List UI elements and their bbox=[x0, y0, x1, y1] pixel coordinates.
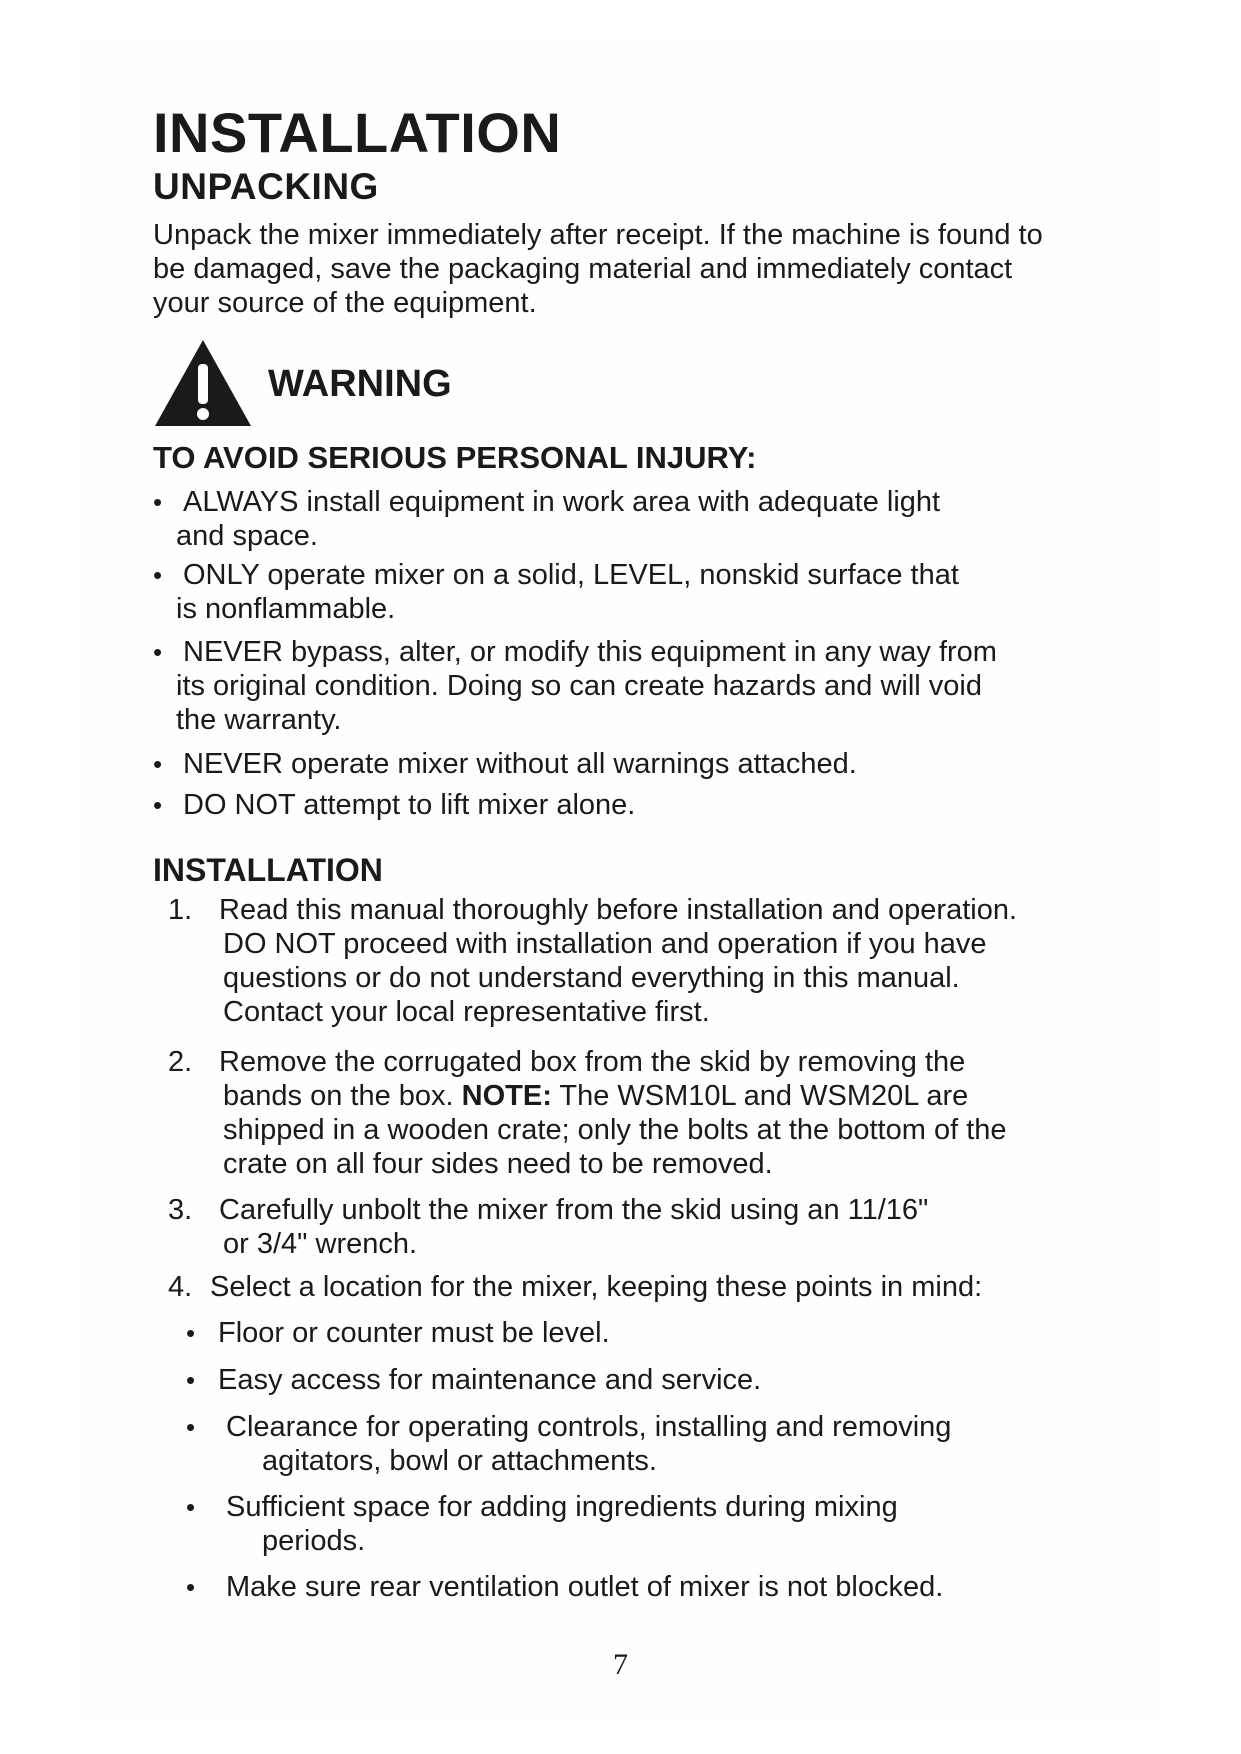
text-line: or 3/4" wrench. bbox=[223, 1228, 418, 1260]
warning-label: WARNING bbox=[268, 363, 452, 405]
text-line: and space. bbox=[176, 520, 318, 552]
step-number: 3. bbox=[168, 1194, 193, 1226]
text-segment: bands on the box. bbox=[223, 1080, 462, 1112]
text-line: NEVER bypass, alter, or modify this equipment in any way from bbox=[183, 636, 997, 668]
page-title: INSTALLATION bbox=[153, 101, 562, 164]
bullet-dot: • bbox=[186, 1492, 196, 1522]
text-line: DO NOT attempt to lift mixer alone. bbox=[183, 789, 636, 821]
text-line: shipped in a wooden crate; only the bolts at the bottom of the bbox=[223, 1114, 1007, 1146]
text-line: Floor or counter must be level. bbox=[218, 1317, 610, 1349]
note-label: NOTE: bbox=[461, 1080, 552, 1112]
text-line: NEVER operate mixer without all warnings attached. bbox=[183, 748, 857, 780]
bullet-dot: • bbox=[153, 749, 163, 779]
text-line: Sufficient space for adding ingredients during mixing bbox=[226, 1491, 898, 1523]
text-line: the warranty. bbox=[176, 704, 342, 736]
text-line: Easy access for maintenance and service. bbox=[218, 1364, 762, 1396]
text-segment: The WSM10L and WSM20L are bbox=[551, 1080, 969, 1112]
text-line: ALWAYS install equipment in work area with adequate light bbox=[183, 486, 941, 518]
text-line: is nonflammable. bbox=[176, 593, 396, 625]
bullet-dot: • bbox=[153, 560, 163, 590]
text-line: Clearance for operating controls, installing and removing bbox=[226, 1411, 952, 1443]
step-number: 2. bbox=[168, 1046, 193, 1078]
bullet-dot: • bbox=[186, 1365, 196, 1395]
bullet-dot: • bbox=[153, 637, 163, 667]
page-number: 7 bbox=[613, 1648, 628, 1681]
text-line: ONLY operate mixer on a solid, LEVEL, nonskid surface that bbox=[183, 559, 959, 591]
text-line: your source of the equipment. bbox=[153, 287, 537, 319]
text-line: Select a location for the mixer, keeping these points in mind: bbox=[210, 1271, 983, 1303]
text-line: its original condition. Doing so can create hazards and will void bbox=[176, 670, 982, 702]
bullet-dot: • bbox=[153, 790, 163, 820]
text-line: Remove the corrugated box from the skid by removing the bbox=[219, 1046, 966, 1078]
warning-subheading: TO AVOID SERIOUS PERSONAL INJURY: bbox=[153, 440, 757, 475]
text-line: Unpack the mixer immediately after receipt. If the machine is found to bbox=[153, 219, 1043, 251]
unpacking-paragraph bbox=[153, 218, 1043, 320]
text-line: agitators, bowl or attachments. bbox=[262, 1445, 657, 1477]
warning-triangle-icon bbox=[153, 338, 253, 428]
step-number: 1. bbox=[168, 894, 193, 926]
text-line bbox=[223, 1079, 968, 1113]
text-line: DO NOT proceed with installation and operation if you have bbox=[223, 928, 987, 960]
text-line: periods. bbox=[262, 1525, 366, 1557]
unpacking-heading: UNPACKING bbox=[153, 166, 379, 207]
text-line: questions or do not understand everything in this manual. bbox=[223, 962, 960, 994]
text-line: Contact your local representative first. bbox=[223, 996, 710, 1028]
text-line: crate on all four sides need to be removed. bbox=[223, 1148, 773, 1180]
bullet-dot: • bbox=[153, 487, 163, 517]
bullet-dot: • bbox=[186, 1412, 196, 1442]
text-line: Make sure rear ventilation outlet of mixer is not blocked. bbox=[226, 1571, 944, 1603]
text-line: be damaged, save the packaging material and immediately contact bbox=[153, 253, 1013, 285]
text-line: Carefully unbolt the mixer from the skid using an 11/16" bbox=[219, 1194, 929, 1226]
bullet-dot: • bbox=[186, 1572, 196, 1602]
text-line: Read this manual thoroughly before installation and operation. bbox=[219, 894, 1018, 926]
installation-heading: INSTALLATION bbox=[153, 852, 383, 888]
bullet-dot: • bbox=[186, 1318, 196, 1348]
step-number: 4. bbox=[168, 1271, 193, 1303]
